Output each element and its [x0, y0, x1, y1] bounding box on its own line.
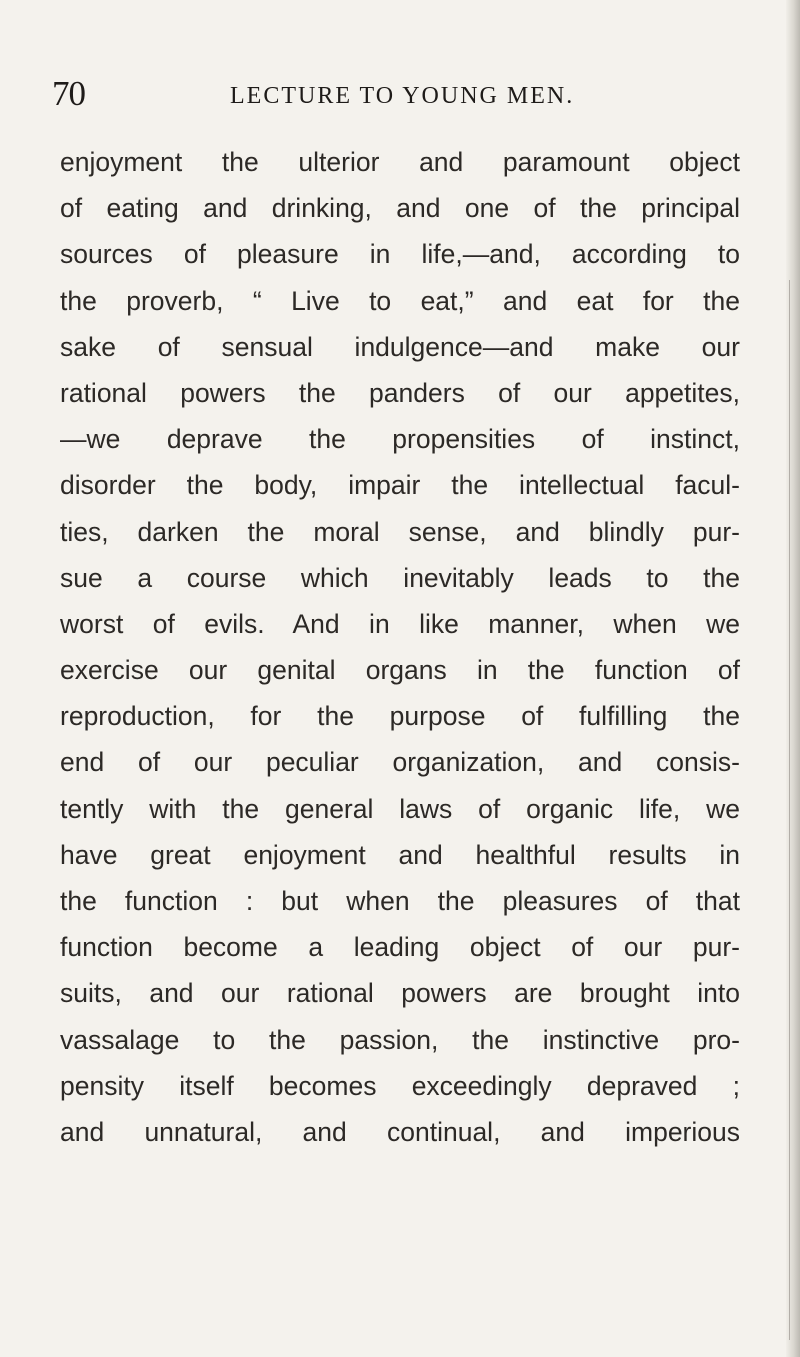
text-line: sue a course which inevitably leads to the	[60, 562, 740, 593]
text-line: exercise our genital organs in the function of	[60, 655, 740, 686]
text-line: the function : but when the pleasures of that	[60, 886, 740, 916]
text-line: and unnatural, and continual, and imperious	[60, 1116, 740, 1147]
text-line: of eating and drinking, and one of the principal	[60, 193, 740, 224]
text-line: the proverb, “ Live to eat,” and eat for the	[60, 285, 740, 316]
page-edge-shadow	[789, 280, 791, 1340]
text-line: rational powers the panders of our appetites,	[60, 377, 740, 408]
text-line: tently with the general laws of organic life, we	[60, 793, 740, 824]
text-line: function become a leading object of our pur-	[60, 932, 740, 963]
text-line: suits, and our rational powers are brought into	[60, 978, 740, 1009]
text-line: have great enjoyment and healthful results in	[60, 839, 740, 870]
text-line: sources of pleasure in life,—and, according to	[60, 239, 740, 270]
text-line: disorder the body, impair the intellectual facul-	[60, 470, 740, 501]
text-line: vassalage to the passion, the instinctive pro-	[60, 1024, 740, 1055]
page-header	[0, 74, 800, 114]
text-line: ties, darken the moral sense, and blindly pur-	[60, 516, 740, 547]
text-line: pensity itself becomes exceedingly depraved ;	[60, 1070, 740, 1101]
text-line: end of our peculiar organization, and consis-	[60, 747, 740, 778]
body-paragraph	[60, 142, 740, 1158]
text-line: sake of sensual indulgence—and make our	[60, 331, 740, 362]
text-line: enjoyment the ulterior and paramount object	[60, 147, 740, 177]
running-title: LECTURE TO YOUNG MEN.	[230, 83, 575, 109]
text-line: —we deprave the propensities of instinct,	[60, 424, 740, 455]
text-line: reproduction, for the purpose of fulfilling the	[60, 701, 740, 732]
text-line: worst of evils. And in like manner, when we	[60, 608, 740, 639]
page-number: 70	[52, 74, 85, 113]
